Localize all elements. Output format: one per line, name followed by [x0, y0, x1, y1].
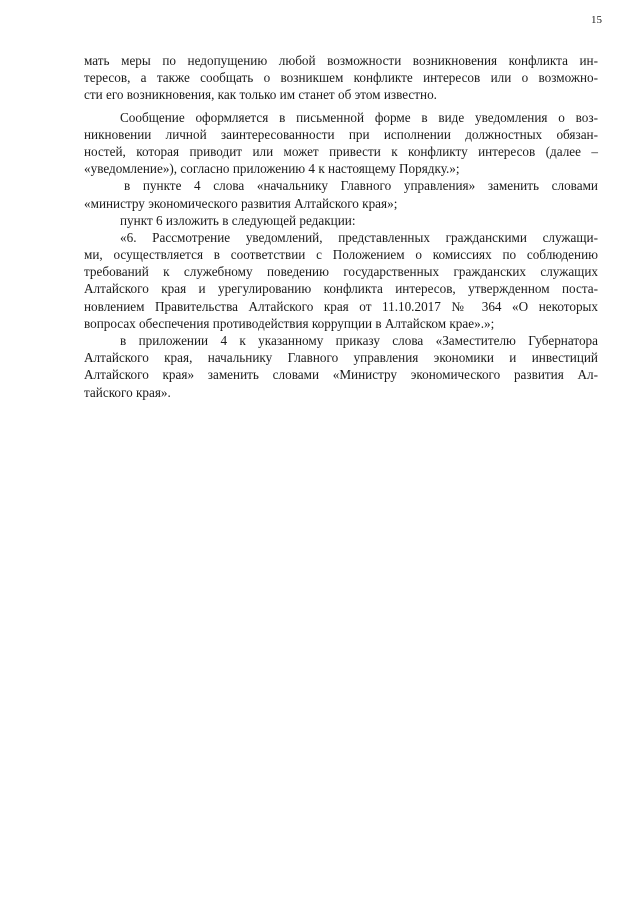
text-line: мать меры по недопущению любой возможности возникновения конфликта ин- [84, 53, 598, 68]
paragraph [84, 212, 598, 229]
text-line: «6. Рассмотрение уведомлений, представленных гражданскими служащи- [120, 229, 598, 245]
text-line: новлением Правительства Алтайского края от 11.10.2017 № 364 «О некоторых [84, 298, 598, 314]
paragraph [84, 177, 598, 211]
text-line: в приложении 4 к указанному приказу слова «Заместителю Губернатора [120, 333, 598, 348]
paragraph [84, 229, 598, 332]
text-line: сти его возникновения, как только им станет об этом известно. [84, 87, 437, 103]
text-line: в пункте 4 слова «начальнику Главного управления» заменить словами [124, 178, 598, 194]
text-line: «уведомление»), согласно приложению 4 к настоящему Порядку.»; [84, 161, 460, 177]
document-body [84, 52, 598, 401]
text-line: тайского края». [84, 384, 171, 400]
text-line: тересов, а также сообщать о возникшем конфликте интересов или о возможно- [84, 70, 598, 86]
text-line: Алтайского края и урегулированию конфликта интересов, утвержденном поста- [84, 281, 598, 297]
text-line: ми, осуществляется в соответствии с Положением о комиссиях по соблюдению [84, 247, 598, 263]
paragraph [84, 332, 598, 401]
text-line: пункт 6 изложить в следующей редакции: [120, 212, 356, 228]
page-number: 15 [591, 14, 602, 26]
text-line: Сообщение оформляется в письменной форме в виде уведомления о воз- [120, 109, 598, 125]
text-line: вопросах обеспечения противодействия коррупции в Алтайском крае».»; [84, 315, 495, 331]
text-line: Алтайского края, начальнику Главного управления экономики и инвестиций [84, 350, 598, 366]
text-line: требований к служебному поведению государственных гражданских служащих [84, 264, 598, 280]
paragraph [84, 109, 598, 178]
text-line: никновении личной заинтересованности при исполнении должностных обязан- [84, 126, 598, 142]
text-line: «министру экономического развития Алтайского края»; [84, 195, 398, 211]
text-line: Алтайского края» заменить словами «Министру экономического развития Ал- [84, 367, 598, 383]
text-line: ностей, которая приводит или может привести к конфликту интересов (далее – [84, 143, 598, 159]
paragraph [84, 52, 598, 104]
